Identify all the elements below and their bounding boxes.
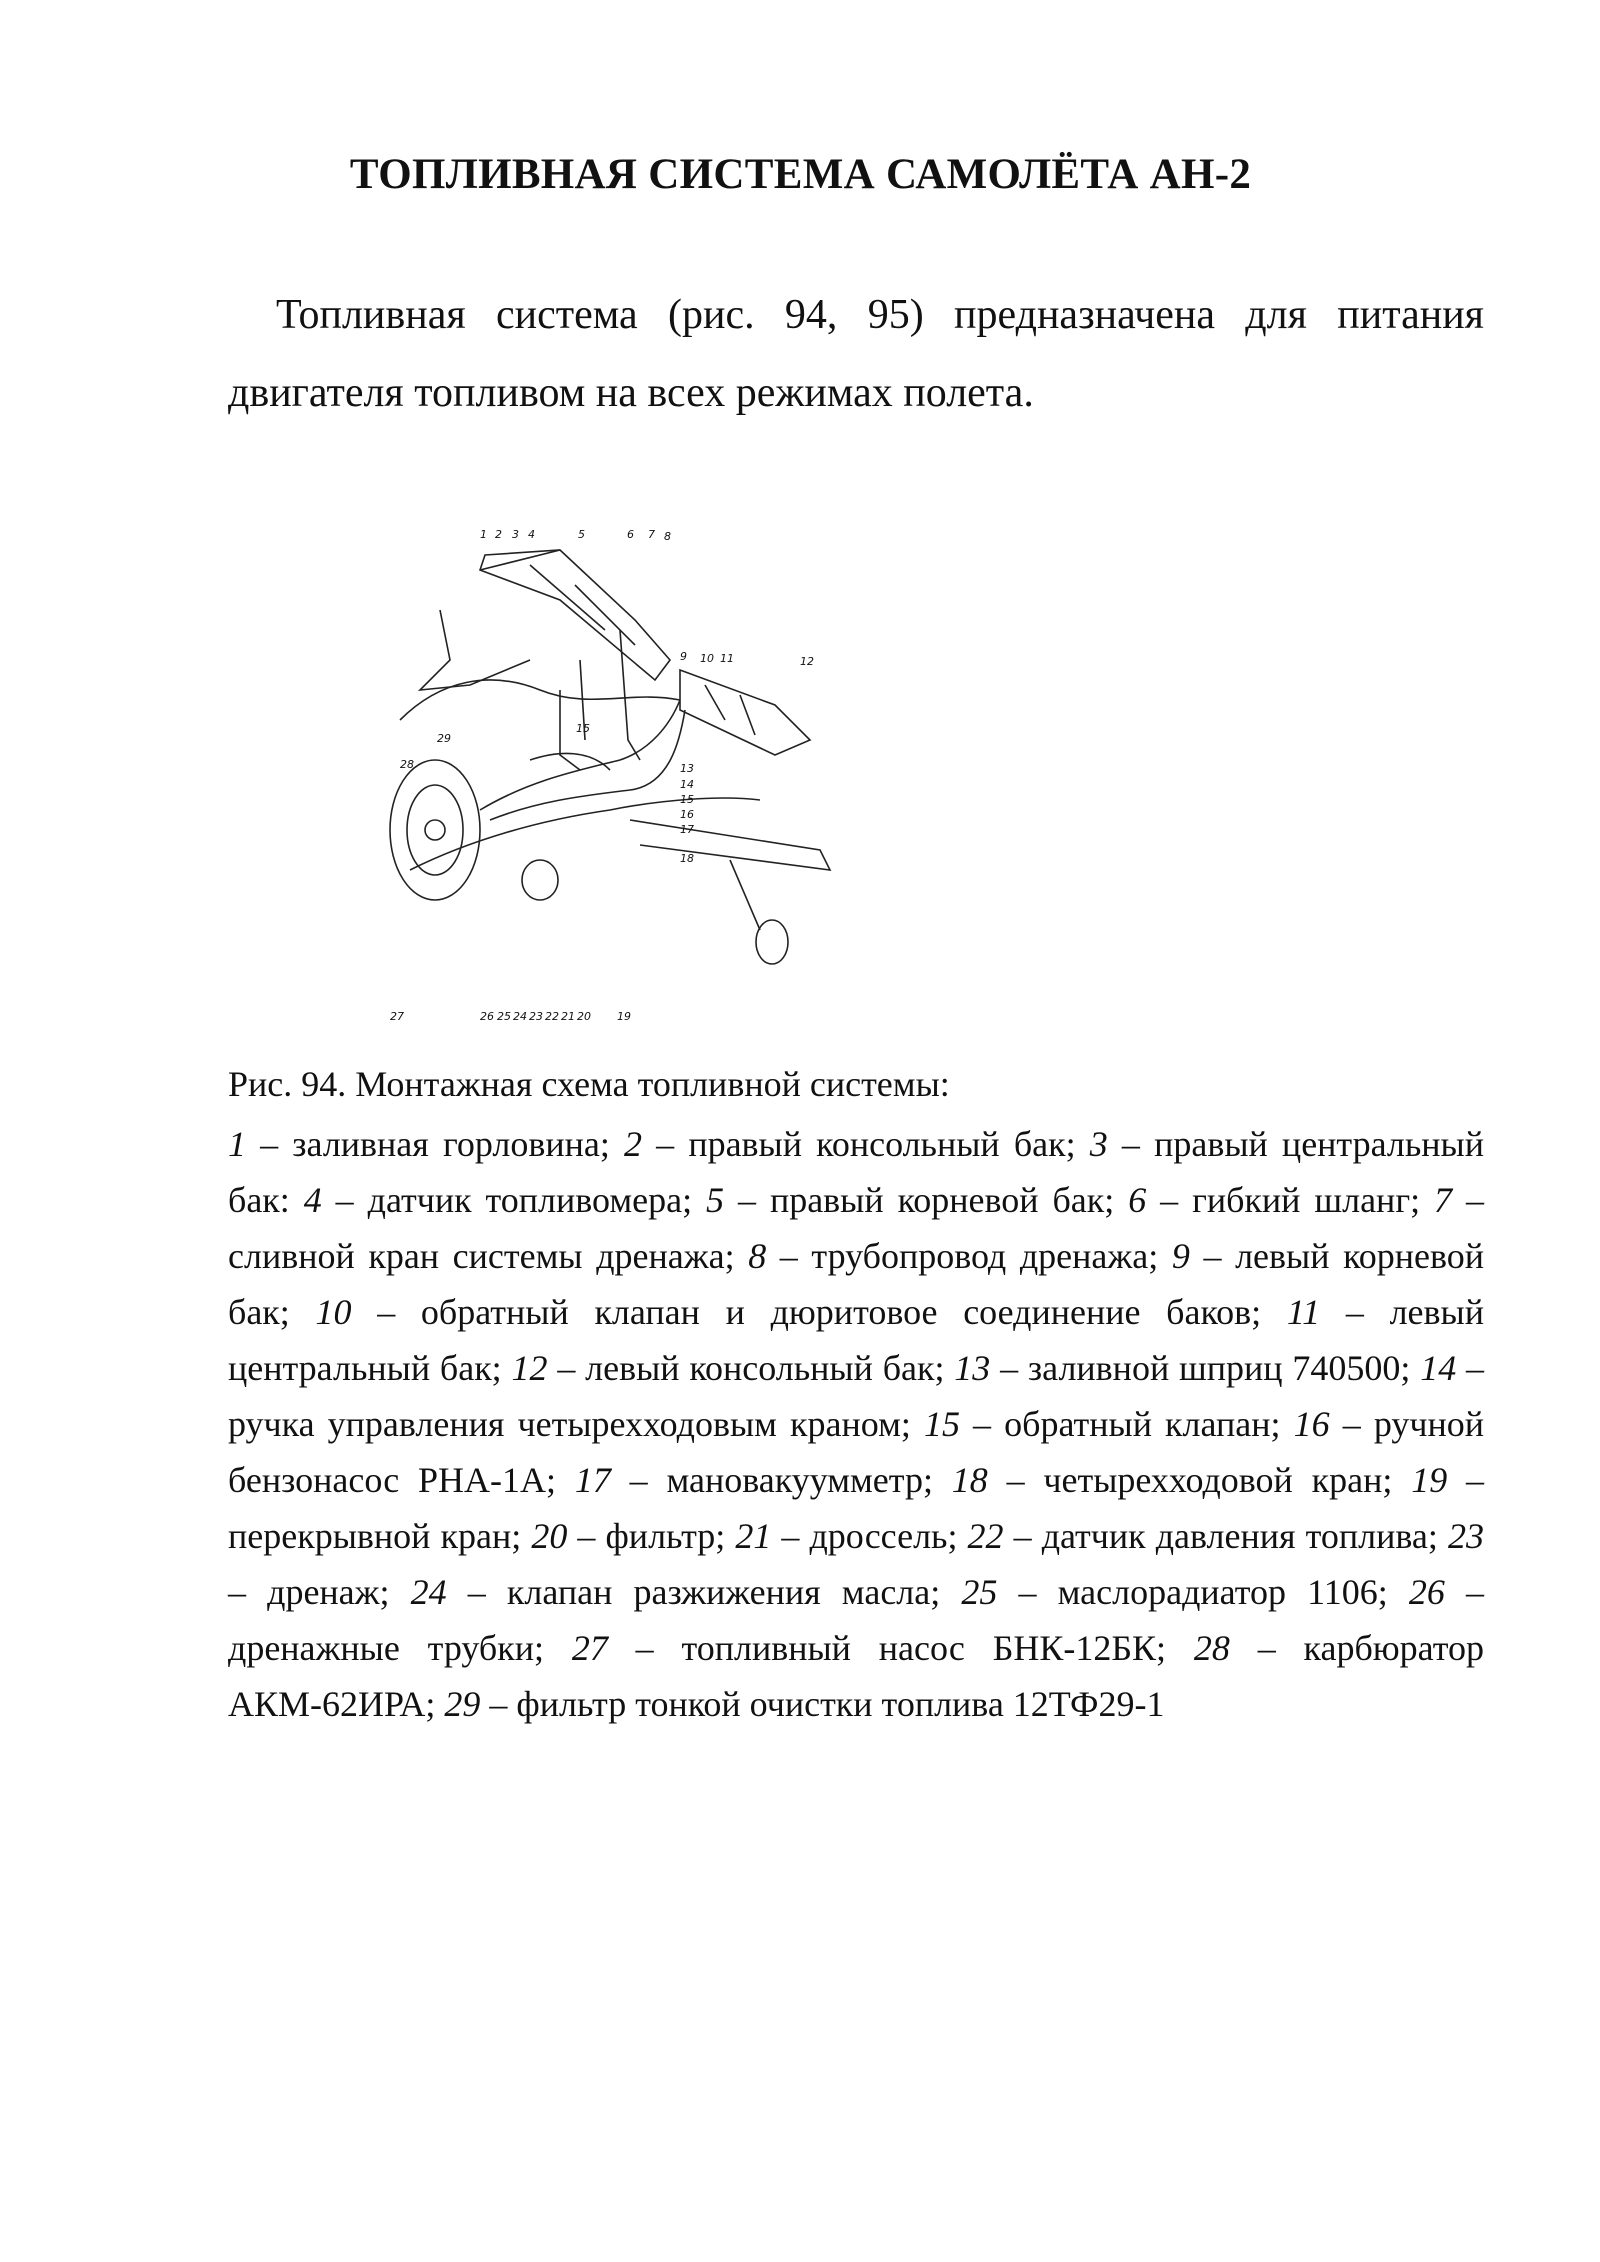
callout-label: 1 (480, 528, 487, 541)
legend-number: 18 (951, 1460, 988, 1500)
legend-description: – сливной кран системы дренажа; (228, 1180, 1484, 1276)
legend-description: – заливная горловина; (246, 1124, 625, 1164)
legend-number: 16 (1293, 1404, 1330, 1444)
callout-label: 27 (390, 1010, 404, 1023)
diagram-callout-labels (390, 528, 814, 1023)
legend-description: – правый консольный бак; (642, 1124, 1090, 1164)
legend-number: 1 (228, 1124, 246, 1164)
callout-label: 5 (578, 528, 585, 541)
legend-number: 13 (954, 1348, 991, 1388)
legend-description: – обратный клапан и дюритовое соединение баков; (351, 1292, 1287, 1332)
legend-description: – ручной бензонасос РНА-1А; (228, 1404, 1484, 1500)
callout-label: 18 (680, 852, 694, 865)
figure-legend (228, 1116, 1484, 1732)
callout-label: 4 (528, 528, 535, 541)
legend-number: 6 (1128, 1180, 1147, 1220)
legend-description: – перекрывной кран; (228, 1460, 1484, 1556)
legend-number: 14 (1420, 1348, 1457, 1388)
legend-description: – дроссель; (771, 1516, 968, 1556)
diagram-svg (380, 510, 1020, 1040)
callout-label: 11 (720, 652, 734, 665)
legend-description: – маслорадиатор 1106; (997, 1572, 1409, 1612)
legend-description: – мановакуумметр; (610, 1460, 952, 1500)
callout-label: 21 (561, 1010, 575, 1023)
legend-number: 10 (315, 1292, 352, 1332)
callout-label: 28 (400, 758, 414, 771)
legend-number: 4 (303, 1180, 322, 1220)
legend-number: 29 (444, 1684, 481, 1724)
callout-label: 19 (617, 1010, 631, 1023)
legend-description: – топливный насос БНК-12БК; (607, 1628, 1194, 1668)
legend-description: – обратный клапан; (959, 1404, 1294, 1444)
legend-description: – фильтр; (567, 1516, 736, 1556)
legend-description: – трубопровод дренажа; (766, 1236, 1172, 1276)
fuel-system-diagram (380, 510, 1020, 1040)
legend-number: 12 (511, 1348, 548, 1388)
legend-description: – карбюратор АКМ-62ИРА; (228, 1628, 1484, 1724)
callout-label: 23 (529, 1010, 543, 1023)
callout-label: 22 (545, 1010, 559, 1023)
legend-description: – заливной шприц 740500; (990, 1348, 1421, 1388)
page-title: ТОПЛИВНАЯ СИСТЕМА САМОЛЁТА АН-2 (349, 151, 1252, 198)
legend-description: – дренажные трубки; (228, 1572, 1485, 1668)
callout-label: 13 (680, 762, 694, 775)
legend-number: 8 (748, 1236, 767, 1276)
legend-number: 27 (571, 1628, 608, 1668)
legend-description: – гибкий шланг; (1146, 1180, 1435, 1220)
callout-label: 10 (700, 652, 714, 665)
callout-label: 15 (680, 793, 694, 806)
legend-description: – клапан разжижения масла; (446, 1572, 962, 1612)
callout-label: 20 (577, 1010, 591, 1023)
legend-number: 2 (624, 1124, 643, 1164)
legend-description: – дренаж; (228, 1572, 411, 1612)
callout-label: 2 (495, 528, 502, 541)
legend-number: 17 (574, 1460, 611, 1500)
legend-description: – ручка управления четырехходовым краном; (228, 1348, 1485, 1444)
callout-label: 6 (627, 528, 634, 541)
callout-label: 3 (512, 528, 519, 541)
legend-description: – правый корневой бак; (724, 1180, 1129, 1220)
callout-label: 12 (800, 655, 814, 668)
callout-label: 14 (680, 778, 694, 791)
callout-label: 16 (680, 808, 694, 821)
callout-label: 15 (576, 722, 590, 735)
legend-description: – фильтр тонкой очистки топлива 12ТФ29-1 (480, 1684, 1165, 1724)
legend-number: 20 (531, 1516, 568, 1556)
callout-label: 24 (513, 1010, 527, 1023)
callout-label: 25 (497, 1010, 511, 1023)
legend-number: 25 (961, 1572, 998, 1612)
legend-description: – четырехходовой кран; (987, 1460, 1412, 1500)
legend-number: 5 (706, 1180, 725, 1220)
intro-paragraph: Топливная система (рис. 94, 95) предназначена для питания двигателя топливом на всех режимах полета. (228, 292, 1484, 416)
figure-caption: Рис. 94. Монтажная схема топливной системы: (228, 1064, 950, 1104)
legend-description: – правый центральный бак: (228, 1124, 1484, 1220)
callout-label: 9 (680, 650, 687, 663)
legend-description: – левый центральный бак; (228, 1292, 1484, 1388)
legend-number: 21 (735, 1516, 772, 1556)
legend-number: 23 (1448, 1516, 1484, 1556)
legend-number: 9 (1171, 1236, 1190, 1276)
legend-description: – датчик топливомера; (321, 1180, 707, 1220)
callout-label: 29 (437, 732, 451, 745)
legend-number: 11 (1286, 1292, 1321, 1332)
legend-description: – левый консольный бак; (547, 1348, 955, 1388)
legend-number: 15 (923, 1404, 960, 1444)
legend-number: 19 (1411, 1460, 1448, 1500)
legend-number: 22 (967, 1516, 1004, 1556)
legend-description: – левый корневой бак; (228, 1236, 1484, 1332)
callout-label: 26 (480, 1010, 494, 1023)
legend-number: 3 (1089, 1124, 1108, 1164)
callout-label: 8 (664, 530, 671, 543)
callout-label: 7 (648, 528, 655, 541)
legend-number: 24 (410, 1572, 447, 1612)
legend-description: – датчик давления топлива; (1003, 1516, 1448, 1556)
callout-label: 17 (680, 823, 694, 836)
airframe-drawing (390, 550, 830, 964)
legend-number: 26 (1408, 1572, 1445, 1612)
legend-number: 28 (1193, 1628, 1230, 1668)
legend-number: 7 (1434, 1180, 1453, 1220)
